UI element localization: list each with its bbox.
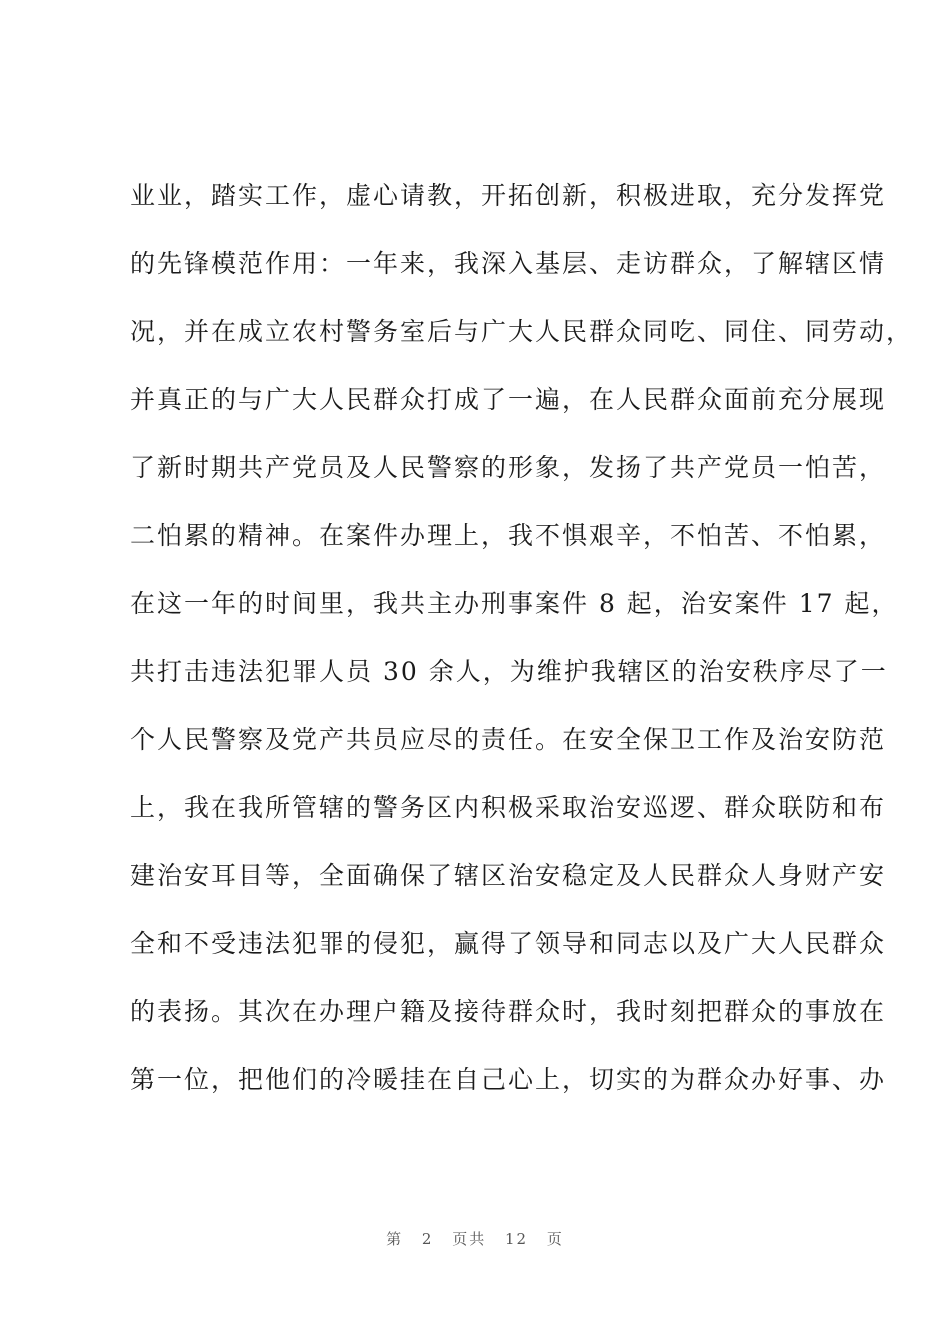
text-line: 业业，踏实工作，虚心请教，开拓创新，积极进取，充分发挥党 xyxy=(130,181,887,210)
footer-current-page: 2 xyxy=(421,1230,434,1248)
text-line: 建治安耳目等，全面确保了辖区治安稳定及人民群众人身财产安 xyxy=(130,861,887,890)
text-line: 的表扬。其次在办理户籍及接待群众时，我时刻把群众的事放在 xyxy=(130,997,887,1026)
footer-prefix: 第 xyxy=(386,1230,404,1248)
text-line: 况，并在成立农村警务室后与广大人民群众同吃、同住、同劳动， xyxy=(130,317,914,346)
footer-middle: 页共 xyxy=(452,1230,487,1248)
footer-suffix: 页 xyxy=(546,1230,564,1248)
text-line: 在这一年的时间里，我共主办刑事案件 8 起，治安案件 17 起， xyxy=(130,589,899,618)
text-line: 了新时期共产党员及人民警察的形象，发扬了共产党员一怕苦， xyxy=(130,453,887,482)
body-text xyxy=(130,168,914,1120)
page-footer xyxy=(0,1228,950,1249)
text-line: 第一位，把他们的冷暖挂在自己心上，切实的为群众办好事、办 xyxy=(130,1065,887,1094)
text-line: 全和不受违法犯罪的侵犯，赢得了领导和同志以及广大人民群众 xyxy=(130,929,887,958)
footer-total-pages: 12 xyxy=(505,1230,529,1248)
text-line: 上，我在我所管辖的警务区内积极采取治安巡逻、群众联防和布 xyxy=(130,793,887,822)
text-line: 并真正的与广大人民群众打成了一遍，在人民群众面前充分展现 xyxy=(130,385,887,414)
text-line: 的先锋模范作用：一年来，我深入基层、走访群众，了解辖区情 xyxy=(130,249,887,278)
text-line: 共打击违法犯罪人员 30 余人，为维护我辖区的治安秩序尽了一 xyxy=(130,657,888,686)
text-line: 个人民警察及党产共员应尽的责任。在安全保卫工作及治安防范 xyxy=(130,725,887,754)
text-line: 二怕累的精神。在案件办理上，我不惧艰辛，不怕苦、不怕累， xyxy=(130,521,887,550)
